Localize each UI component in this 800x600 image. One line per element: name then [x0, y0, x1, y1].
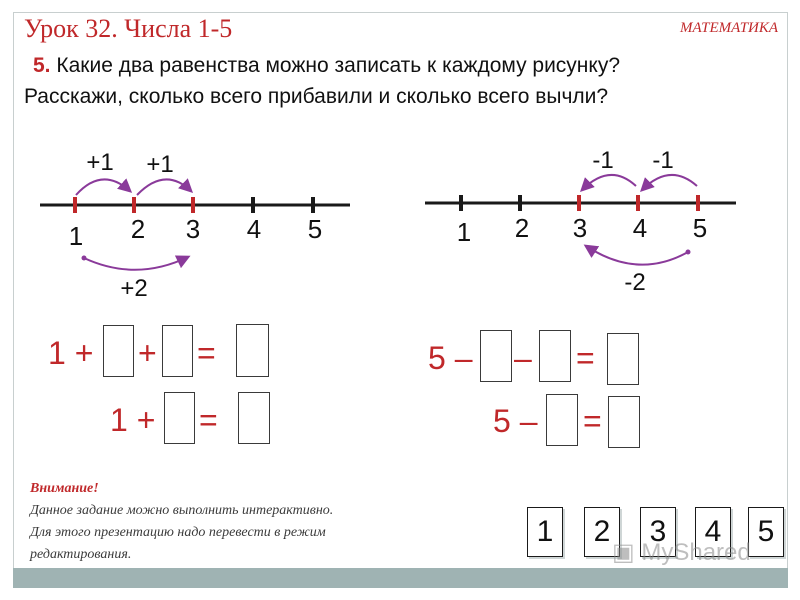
right-eq1-minus: –	[514, 340, 532, 376]
task-number: 5.	[33, 54, 51, 77]
left-tick-label-1: 1	[68, 221, 84, 251]
right-eq1-start: 5 –	[428, 340, 473, 376]
answer-tile-5[interactable]: 5	[748, 507, 784, 557]
left-eq2-result-box[interactable]	[238, 392, 270, 444]
right-arc-start-dot	[686, 250, 691, 255]
answer-tile-2[interactable]: 2	[584, 507, 620, 557]
watermark-icon: ▣	[612, 539, 635, 566]
left-eq1-start: 1 +	[48, 335, 94, 371]
left-tick-label-3: 3	[185, 214, 201, 244]
left-tick-label-5: 5	[307, 214, 323, 244]
right-jump-arc-big	[586, 246, 688, 265]
right-number-line	[425, 147, 736, 296]
right-eq2-answer-box[interactable]	[546, 394, 578, 446]
interactive-note	[30, 478, 480, 566]
right-eq1-equals: =	[576, 340, 595, 376]
right-jump-label-big: -2	[624, 269, 646, 296]
right-tick-label-3: 3	[572, 213, 588, 243]
left-jump-arc-2	[137, 179, 191, 195]
note-line-2: Для этого презентацию надо перевести в режим	[30, 525, 326, 540]
subject-label: МАТЕМАТИКА	[680, 20, 778, 36]
watermark-text: MyShared	[641, 539, 751, 566]
left-eq2-answer-box[interactable]	[164, 392, 195, 444]
task-question-2: Расскажи, сколько всего прибавили и сколько всего вычли?	[24, 85, 609, 108]
left-eq1-answer-box-1[interactable]	[103, 325, 134, 377]
right-eq1-answer-box-1[interactable]	[480, 330, 512, 382]
note-line-3: редактирования.	[30, 547, 132, 562]
right-tick-label-5: 5	[692, 213, 708, 243]
left-number-line	[40, 149, 350, 302]
answer-tile-1[interactable]: 1	[527, 507, 563, 557]
right-eq1-answer-box-2[interactable]	[539, 330, 571, 382]
task-question-1: Какие два равенства можно записать к каждому рисунку?	[56, 54, 621, 77]
left-jump-arc-big	[84, 257, 188, 270]
left-tick-label-4: 4	[246, 214, 262, 244]
right-jump-arc-1	[582, 175, 636, 190]
left-eq1-answer-box-2[interactable]	[162, 325, 193, 377]
right-eq2-start: 5 –	[493, 403, 538, 439]
left-eq2-start: 1 +	[110, 402, 156, 438]
watermark	[612, 538, 751, 567]
left-arc-start-dot	[82, 256, 87, 261]
note-heading: Внимание!	[30, 481, 99, 496]
right-jump-label-2: -1	[652, 147, 674, 174]
right-tick-label-1: 1	[456, 217, 472, 247]
left-jump-arc-1	[76, 179, 130, 195]
right-tick-label-2: 2	[514, 213, 530, 243]
right-eq2-equals: =	[583, 403, 602, 439]
right-eq1-result-box[interactable]	[607, 333, 639, 385]
left-jump-label-1: +1	[86, 149, 114, 176]
left-eq1-result-box[interactable]	[236, 324, 269, 377]
left-eq1-plus: +	[138, 335, 157, 371]
note-line-1: Данное задание можно выполнить интерактивно.	[30, 503, 334, 518]
right-eq2-result-box[interactable]	[608, 396, 640, 448]
left-eq2-equals: =	[199, 402, 218, 438]
right-tick-label-4: 4	[632, 213, 648, 243]
answer-tile-3[interactable]: 3	[640, 507, 676, 557]
left-jump-label-big: +2	[120, 275, 148, 302]
answer-tile-4[interactable]: 4	[695, 507, 731, 557]
left-tick-label-2: 2	[130, 214, 146, 244]
lesson-title: Урок 32. Числа 1-5	[24, 14, 233, 43]
right-jump-label-1: -1	[592, 147, 614, 174]
right-jump-arc-2	[642, 175, 697, 190]
left-eq1-equals: =	[197, 335, 216, 371]
left-jump-label-2: +1	[146, 151, 174, 178]
